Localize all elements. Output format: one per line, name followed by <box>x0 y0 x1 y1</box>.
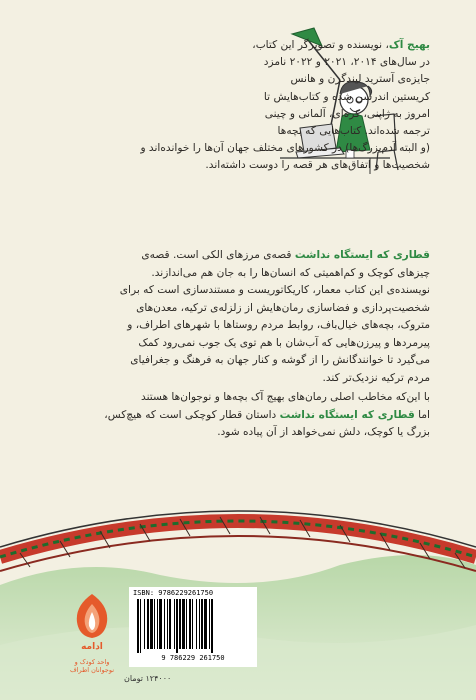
barcode-bars-icon <box>135 599 251 653</box>
isbn-label: ISBN: 9786229261750 <box>133 589 214 597</box>
publisher-subtitle-line: نوجوانان اطراف <box>69 666 115 674</box>
bio-line-text: ، نویسنده و تصویرگر این کتاب، <box>252 39 389 51</box>
story-line-text: قصه‌ی مرزهای الکی است. قصه‌ی <box>141 249 295 261</box>
story-line: متروک، بچه‌های خیال‌باف، روابط مردم روستاها با شهرهای اطراف، و <box>127 319 430 331</box>
story-line: مردم ترکیه نزدیک‌تر کند. <box>322 371 430 384</box>
bio-line <box>252 37 430 54</box>
story-line: با این‌که مخاطب اصلی رمان‌های بهیج آک بچه‌ها و نوجوان‌ها هستند <box>141 391 430 403</box>
publisher-logo <box>61 590 123 690</box>
story-line: می‌گیرد تا خوانندگانش را از گوشه و کنار جهان به فرهنگ و جغرافیای <box>130 354 430 366</box>
publisher-name: ادامه <box>81 642 103 652</box>
author-bio <box>36 37 430 175</box>
bio-line: در سال‌های ۲۰۱۴، ۲۰۲۱ و ۲۰۲۲ نامزد <box>263 56 430 69</box>
book-title: قطاری که ایستگاه نداشت <box>279 408 415 421</box>
publisher-subtitle <box>61 658 123 674</box>
story-line: شخصیت‌پردازی و فضاسازی رمان‌هایش از زلزله‌ی ترکیه، معدن‌های <box>136 301 430 314</box>
story-line: پیرمردها و پیرزن‌هایی که آب‌شان با هم توی یک جوب نمی‌رود کمک <box>138 336 430 349</box>
story-line: بزرگ یا کوچک، دلش نمی‌خواهد از آن پیاده شود. <box>217 426 430 438</box>
barcode-digits: 9 786229 261750 <box>161 654 225 662</box>
bio-line: شخصیت‌ها و اتفاق‌های هر قصه را دوست داشته‌اند. <box>205 159 430 172</box>
book-description <box>36 247 430 442</box>
publisher-subtitle-line: واحد کودک و <box>74 658 110 666</box>
story-line: نویسنده‌ی این کتاب معمار، کاریکاتوریست و مستندسازی است که برای <box>119 284 430 296</box>
book-title: قطاری که ایستگاه نداشت <box>294 249 430 261</box>
bio-line: ترجمه شده‌اند. کتاب‌هایی که بچه‌ها <box>277 125 430 138</box>
price: ۱۲۴۰۰۰ تومان <box>124 674 172 683</box>
bio-line: امروز به ژاپنی، کره‌ای، آلمانی و چینی <box>264 107 430 120</box>
bio-line: کریستین اندرسن شده و کتاب‌هایش تا <box>263 90 430 103</box>
story-line <box>36 407 430 425</box>
barcode <box>129 587 257 667</box>
story-line-text: اما <box>414 408 430 421</box>
bio-line: (و البته آدم‌بزرگ‌ها) در کشورهای مختلف جهان آن‌ها را خوانده‌اند و <box>140 142 430 155</box>
story-line: چیزهای کوچک و کم‌اهمیتی که انسان‌ها را به جان هم می‌اندازند. <box>151 266 430 279</box>
story-line-text: داستان قطار کوچکی است که هیچ‌کس، <box>104 408 280 421</box>
publisher-flame-logo-icon <box>61 590 123 642</box>
story-line <box>36 247 430 265</box>
author-name: بهیج آک <box>388 39 430 51</box>
bio-line: جایزه‌ی آسترید لیندگرن و هانس <box>290 73 430 86</box>
